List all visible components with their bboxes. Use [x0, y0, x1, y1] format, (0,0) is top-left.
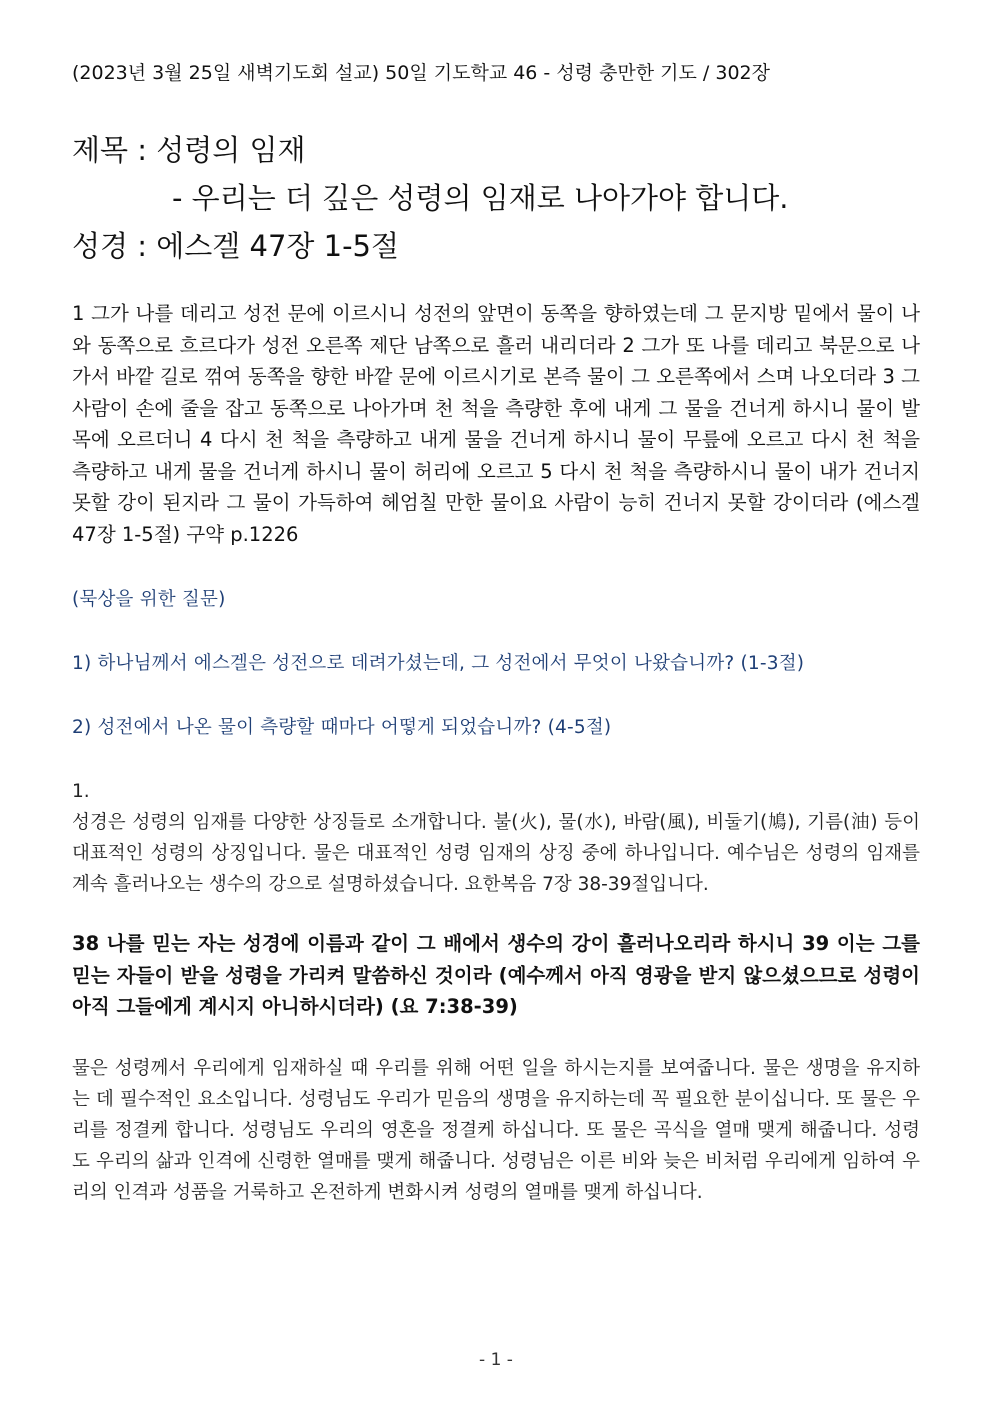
scripture-quote: 38 나를 믿는 자는 성경에 이름과 같이 그 배에서 생수의 강이 흘러나오리라 하시니 39 이는 그를 믿는 자들이 받을 성령을 가리켜 말씀하신 것이라 (예수께서 아직 영광을 받지 않으셨으므로 성령이 아직 그들에게 계시지 아니하시더라) (요 7:38-39): [72, 932, 920, 1018]
meditation-heading: (묵상을 위한 질문): [72, 589, 226, 610]
sermon-header: (2023년 3월 25일 새벽기도회 설교) 50일 기도학교 46 - 성령 충만한 기도 / 302장: [72, 62, 770, 84]
document-page: [72, 58, 920, 1236]
sermon-title: 제목 : 성령의 임재: [72, 133, 306, 167]
scripture-passage: 1 그가 나를 데리고 성전 문에 이르시니 성전의 앞면이 동쪽을 향하였는데 그 문지방 밑에서 물이 나와 동쪽으로 흐르다가 성전 오른쪽 제단 남쪽으로 흘러 내리더라 2 그가 또 나를 데리고 북문으로 나가서 바깥 길로 꺾여 동쪽을 향한 바깥 문에 이르시기로 본즉 물이 그 오른쪽에서 스며 나오더라 3 그 사람이 손에 줄을 잡고 동쪽으로 나아가며 천 척을 측량한 후에 내게 그 물을 건너게 하시니 물이 발목에 오르더니 4 다시 천 척을 측량하고 내게 물을 건너게 하시니 물이 무릎에 오르고 다시 천 척을 측량하고 내게 물을 건너게 하시니 물이 허리에 오르고 5 다시 천 척을 측량하시니 물이 내가 건너지 못할 강이 된지라 그 물이 가득하여 헤엄칠 만한 물이요 사람이 능히 건너지 못할 강이더라 (에스겔 47장 1-5절) 구약 p.1226: [72, 302, 920, 546]
body-paragraph: 성경은 성령의 임재를 다양한 상징들로 소개합니다. 불(火), 물(水), 바람(風), 비둘기(鳩), 기름(油) 등이 대표적인 성령의 상징입니다. 물은 대표적인 성령 임재의 상징 중에 하나입니다. 예수님은 성령의 임재를 계속 흘러나오는 생수의 강으로 설명하셨습니다. 요한복음 7장 38-39절입니다.: [72, 812, 920, 895]
meditation-question: 2) 성전에서 나온 물이 측량할 때마다 어떻게 되었습니까? (4-5절): [72, 717, 612, 738]
title-block: [72, 126, 920, 270]
meditation-question: 1) 하나님께서 에스겔은 성전으로 데려가셨는데, 그 성전에서 무엇이 나왔습니까? (1-3절): [72, 653, 805, 674]
section-body: [72, 776, 920, 900]
section-number: 1.: [72, 781, 90, 802]
body-paragraph: 물은 성령께서 우리에게 임재하실 때 우리를 위해 어떤 일을 하시는지를 보여줍니다. 물은 생명을 유지하는 데 필수적인 요소입니다. 성령님도 우리가 믿음의 생명을 유지하는데 꼭 필요한 분이십니다. 또 물은 우리를 정결케 합니다. 성령님도 우리의 영혼을 정결케 하십니다. 또 물은 곡식을 열매 맺게 해줍니다. 성령도 우리의 삶과 인격에 신령한 열매를 맺게 해줍니다. 성령님은 이른 비와 늦은 비처럼 우리에게 임하여 우리의 인격과 성품을 거룩하고 온전하게 변화시켜 성령의 열매를 맺게 하십니다.: [72, 1057, 920, 1203]
page-number: - 1 -: [479, 1350, 513, 1370]
scripture-reference: 성경 : 에스겔 47장 1-5절: [72, 229, 400, 263]
sermon-subtitle: - 우리는 더 깊은 성령의 임재로 나아가야 합니다.: [172, 181, 789, 215]
